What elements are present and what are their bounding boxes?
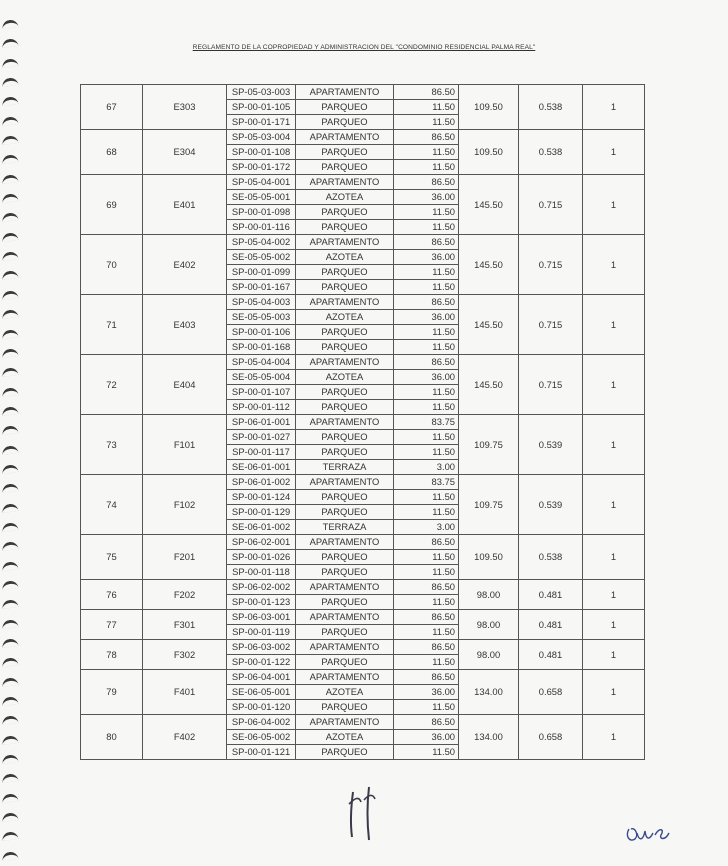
item-area: 11.50 <box>394 430 459 445</box>
binder-ring <box>2 773 19 783</box>
item-area: 11.50 <box>394 340 459 355</box>
item-type: PARQUEO <box>296 655 394 670</box>
item-type: PARQUEO <box>296 145 394 160</box>
item-code: SP-00-01-026 <box>227 550 296 565</box>
item-code: SP-06-02-002 <box>227 580 296 595</box>
unit-number: 76 <box>81 580 143 610</box>
unit-vote: 1 <box>583 670 645 715</box>
table-row <box>81 130 645 145</box>
item-type: APARTAMENTO <box>296 640 394 655</box>
item-area: 11.50 <box>394 445 459 460</box>
binder-ring <box>2 212 19 222</box>
unit-vote: 1 <box>583 580 645 610</box>
item-area: 11.50 <box>394 205 459 220</box>
item-code: SE-06-05-001 <box>227 685 296 700</box>
item-type: AZOTEA <box>296 310 394 325</box>
item-code: SP-05-04-003 <box>227 295 296 310</box>
unit-vote: 1 <box>583 610 645 640</box>
item-code: SP-05-03-003 <box>227 85 296 100</box>
unit-percentage: 0.539 <box>519 415 583 475</box>
item-code: SE-06-01-002 <box>227 520 296 535</box>
table-row <box>81 355 645 370</box>
binder-ring <box>2 657 19 667</box>
item-area: 3.00 <box>394 520 459 535</box>
item-code: SE-05-05-004 <box>227 370 296 385</box>
item-type: PARQUEO <box>296 550 394 565</box>
item-type: PARQUEO <box>296 325 394 340</box>
binder-ring <box>2 116 19 126</box>
item-type: PARQUEO <box>296 505 394 520</box>
item-code: SP-00-01-167 <box>227 280 296 295</box>
binder-ring <box>2 96 19 106</box>
binder-ring <box>2 270 19 280</box>
item-code: SP-00-01-098 <box>227 205 296 220</box>
item-area: 86.50 <box>394 130 459 145</box>
item-area: 3.00 <box>394 460 459 475</box>
unit-percentage: 0.658 <box>519 670 583 715</box>
binder-ring <box>2 348 19 358</box>
item-type: PARQUEO <box>296 280 394 295</box>
item-code: SP-00-01-108 <box>227 145 296 160</box>
item-area: 11.50 <box>394 220 459 235</box>
item-type: APARTAMENTO <box>296 670 394 685</box>
item-type: PARQUEO <box>296 100 394 115</box>
unit-number: 79 <box>81 670 143 715</box>
unit-id: F302 <box>143 640 227 670</box>
item-code: SP-05-04-002 <box>227 235 296 250</box>
binder-ring <box>2 251 19 261</box>
unit-percentage: 0.481 <box>519 580 583 610</box>
item-type: APARTAMENTO <box>296 715 394 730</box>
item-code: SP-06-03-001 <box>227 610 296 625</box>
item-area: 86.50 <box>394 610 459 625</box>
page-header: REGLAMENTO DE LA COPROPIEDAD Y ADMINISTRACION DEL "CONDOMINIO RESIDENCIAL PALMA REAL" <box>192 44 536 51</box>
item-area: 36.00 <box>394 370 459 385</box>
item-type: PARQUEO <box>296 220 394 235</box>
unit-vote: 1 <box>583 535 645 580</box>
unit-id: F102 <box>143 475 227 535</box>
table-row <box>81 415 645 430</box>
unit-total-area: 145.50 <box>459 235 519 295</box>
unit-id: E402 <box>143 235 227 295</box>
item-code: SP-06-04-002 <box>227 715 296 730</box>
unit-vote: 1 <box>583 715 645 760</box>
binder-ring <box>2 638 19 648</box>
unit-number: 73 <box>81 415 143 475</box>
binder-ring <box>2 290 19 300</box>
item-area: 83.75 <box>394 475 459 490</box>
unit-vote: 1 <box>583 475 645 535</box>
unit-table <box>80 84 645 760</box>
item-type: PARQUEO <box>296 745 394 760</box>
item-area: 36.00 <box>394 730 459 745</box>
item-area: 11.50 <box>394 505 459 520</box>
item-code: SP-05-03-004 <box>227 130 296 145</box>
unit-percentage: 0.481 <box>519 640 583 670</box>
binder-ring <box>2 328 19 338</box>
item-area: 11.50 <box>394 400 459 415</box>
item-code: SE-06-05-002 <box>227 730 296 745</box>
unit-vote: 1 <box>583 640 645 670</box>
item-code: SP-06-01-002 <box>227 475 296 490</box>
unit-total-area: 98.00 <box>459 610 519 640</box>
item-type: APARTAMENTO <box>296 235 394 250</box>
table-row <box>81 610 645 625</box>
binder-ring <box>2 77 19 87</box>
item-area: 36.00 <box>394 310 459 325</box>
item-code: SP-00-01-124 <box>227 490 296 505</box>
item-area: 86.50 <box>394 640 459 655</box>
table-row <box>81 175 645 190</box>
item-area: 11.50 <box>394 565 459 580</box>
item-area: 11.50 <box>394 160 459 175</box>
item-type: TERRAZA <box>296 460 394 475</box>
unit-percentage: 0.715 <box>519 295 583 355</box>
item-type: AZOTEA <box>296 370 394 385</box>
item-type: APARTAMENTO <box>296 535 394 550</box>
binder-ring <box>2 406 19 416</box>
table-row <box>81 640 645 655</box>
unit-id: F201 <box>143 535 227 580</box>
item-code: SP-00-01-116 <box>227 220 296 235</box>
item-area: 86.50 <box>394 175 459 190</box>
unit-vote: 1 <box>583 415 645 475</box>
item-type: AZOTEA <box>296 190 394 205</box>
binder-ring <box>2 696 19 706</box>
unit-percentage: 0.715 <box>519 355 583 415</box>
item-type: PARQUEO <box>296 400 394 415</box>
item-area: 83.75 <box>394 415 459 430</box>
unit-vote: 1 <box>583 175 645 235</box>
unit-total-area: 134.00 <box>459 670 519 715</box>
unit-number: 69 <box>81 175 143 235</box>
item-area: 86.50 <box>394 535 459 550</box>
item-area: 11.50 <box>394 100 459 115</box>
item-type: PARQUEO <box>296 385 394 400</box>
item-type: PARQUEO <box>296 490 394 505</box>
unit-number: 67 <box>81 85 143 130</box>
unit-percentage: 0.538 <box>519 535 583 580</box>
unit-percentage: 0.715 <box>519 235 583 295</box>
unit-number: 74 <box>81 475 143 535</box>
binder-ring <box>2 599 19 609</box>
binder-ring <box>2 483 19 493</box>
item-code: SP-00-01-105 <box>227 100 296 115</box>
item-code: SP-00-01-129 <box>227 505 296 520</box>
item-type: APARTAMENTO <box>296 355 394 370</box>
item-area: 11.50 <box>394 625 459 640</box>
unit-number: 72 <box>81 355 143 415</box>
binder-ring <box>2 19 19 29</box>
item-type: APARTAMENTO <box>296 610 394 625</box>
binder-ring <box>2 174 19 184</box>
item-code: SP-06-02-001 <box>227 535 296 550</box>
binder-ring <box>2 464 19 474</box>
unit-number: 78 <box>81 640 143 670</box>
unit-percentage: 0.539 <box>519 475 583 535</box>
table-row <box>81 580 645 595</box>
table-row <box>81 715 645 730</box>
item-type: PARQUEO <box>296 565 394 580</box>
binder-ring <box>2 793 19 803</box>
item-area: 11.50 <box>394 385 459 400</box>
item-area: 86.50 <box>394 235 459 250</box>
unit-vote: 1 <box>583 295 645 355</box>
binder-ring <box>2 425 19 435</box>
item-area: 11.50 <box>394 145 459 160</box>
item-code: SP-00-01-117 <box>227 445 296 460</box>
item-type: APARTAMENTO <box>296 130 394 145</box>
item-area: 86.50 <box>394 670 459 685</box>
unit-percentage: 0.538 <box>519 85 583 130</box>
item-code: SP-06-01-001 <box>227 415 296 430</box>
unit-number: 68 <box>81 130 143 175</box>
binder-ring <box>2 580 19 590</box>
item-type: PARQUEO <box>296 430 394 445</box>
item-type: AZOTEA <box>296 730 394 745</box>
unit-total-area: 109.50 <box>459 535 519 580</box>
table-row <box>81 475 645 490</box>
binder-ring <box>2 367 19 377</box>
item-code: SP-06-03-002 <box>227 640 296 655</box>
item-area: 11.50 <box>394 325 459 340</box>
item-area: 11.50 <box>394 115 459 130</box>
item-code: SP-00-01-123 <box>227 595 296 610</box>
item-type: PARQUEO <box>296 115 394 130</box>
item-type: PARQUEO <box>296 160 394 175</box>
item-code: SP-00-01-106 <box>227 325 296 340</box>
unit-id: F202 <box>143 580 227 610</box>
item-type: TERRAZA <box>296 520 394 535</box>
item-area: 36.00 <box>394 190 459 205</box>
item-code: SP-00-01-172 <box>227 160 296 175</box>
binder-ring <box>2 677 19 687</box>
unit-total-area: 109.75 <box>459 475 519 535</box>
unit-id: F101 <box>143 415 227 475</box>
unit-total-area: 145.50 <box>459 175 519 235</box>
binder-ring <box>2 754 19 764</box>
unit-vote: 1 <box>583 235 645 295</box>
unit-total-area: 109.75 <box>459 415 519 475</box>
unit-percentage: 0.481 <box>519 610 583 640</box>
handwritten-initials <box>623 815 673 845</box>
unit-total-area: 145.50 <box>459 295 519 355</box>
item-type: AZOTEA <box>296 685 394 700</box>
unit-number: 71 <box>81 295 143 355</box>
item-type: APARTAMENTO <box>296 295 394 310</box>
table-body <box>81 85 645 760</box>
unit-total-area: 98.00 <box>459 640 519 670</box>
binder-ring <box>2 154 19 164</box>
table-row <box>81 85 645 100</box>
item-code: SP-00-01-107 <box>227 385 296 400</box>
binder-ring <box>2 735 19 745</box>
item-code: SE-06-01-001 <box>227 460 296 475</box>
unit-percentage: 0.715 <box>519 175 583 235</box>
item-type: APARTAMENTO <box>296 580 394 595</box>
item-area: 11.50 <box>394 745 459 760</box>
unit-vote: 1 <box>583 355 645 415</box>
unit-percentage: 0.658 <box>519 715 583 760</box>
item-code: SE-05-05-001 <box>227 190 296 205</box>
binder-ring <box>2 812 19 822</box>
binder-ring <box>2 619 19 629</box>
item-code: SP-00-01-027 <box>227 430 296 445</box>
item-code: SP-05-04-001 <box>227 175 296 190</box>
unit-total-area: 109.50 <box>459 85 519 130</box>
binder-ring <box>2 309 19 319</box>
table-row <box>81 670 645 685</box>
item-area: 86.50 <box>394 355 459 370</box>
item-type: APARTAMENTO <box>296 175 394 190</box>
item-type: PARQUEO <box>296 265 394 280</box>
unit-number: 70 <box>81 235 143 295</box>
unit-number: 77 <box>81 610 143 640</box>
unit-id: E304 <box>143 130 227 175</box>
item-type: APARTAMENTO <box>296 415 394 430</box>
item-code: SP-00-01-119 <box>227 625 296 640</box>
unit-number: 80 <box>81 715 143 760</box>
binder-holes <box>2 20 24 860</box>
unit-id: E404 <box>143 355 227 415</box>
unit-id: E303 <box>143 85 227 130</box>
handwritten-signature <box>345 782 385 842</box>
item-code: SP-00-01-118 <box>227 565 296 580</box>
unit-vote: 1 <box>583 130 645 175</box>
item-code: SP-05-04-004 <box>227 355 296 370</box>
binder-ring <box>2 831 19 841</box>
item-area: 11.50 <box>394 700 459 715</box>
item-code: SP-00-01-099 <box>227 265 296 280</box>
item-code: SE-05-05-002 <box>227 250 296 265</box>
item-type: APARTAMENTO <box>296 475 394 490</box>
binder-ring <box>2 444 19 454</box>
item-area: 11.50 <box>394 265 459 280</box>
unit-id: F301 <box>143 610 227 640</box>
binder-ring <box>2 386 19 396</box>
unit-id: E401 <box>143 175 227 235</box>
item-type: PARQUEO <box>296 625 394 640</box>
item-area: 11.50 <box>394 655 459 670</box>
unit-total-area: 145.50 <box>459 355 519 415</box>
unit-vote: 1 <box>583 85 645 130</box>
item-area: 36.00 <box>394 685 459 700</box>
item-area: 11.50 <box>394 490 459 505</box>
unit-id: F401 <box>143 670 227 715</box>
item-type: PARQUEO <box>296 595 394 610</box>
unit-total-area: 109.50 <box>459 130 519 175</box>
binder-ring <box>2 232 19 242</box>
unit-percentage: 0.538 <box>519 130 583 175</box>
item-area: 86.50 <box>394 85 459 100</box>
unit-id: F402 <box>143 715 227 760</box>
item-area: 86.50 <box>394 580 459 595</box>
item-area: 11.50 <box>394 595 459 610</box>
item-code: SP-00-01-171 <box>227 115 296 130</box>
binder-ring <box>2 851 19 861</box>
item-type: PARQUEO <box>296 445 394 460</box>
item-code: SP-00-01-168 <box>227 340 296 355</box>
table-row <box>81 535 645 550</box>
binder-ring <box>2 58 19 68</box>
binder-ring <box>2 503 19 513</box>
item-type: PARQUEO <box>296 340 394 355</box>
unit-id: E403 <box>143 295 227 355</box>
item-area: 11.50 <box>394 280 459 295</box>
binder-ring <box>2 522 19 532</box>
item-area: 86.50 <box>394 715 459 730</box>
table-row <box>81 235 645 250</box>
unit-total-area: 134.00 <box>459 715 519 760</box>
item-code: SE-05-05-003 <box>227 310 296 325</box>
item-code: SP-00-01-120 <box>227 700 296 715</box>
item-type: PARQUEO <box>296 700 394 715</box>
binder-ring <box>2 541 19 551</box>
item-code: SP-00-01-112 <box>227 400 296 415</box>
binder-ring <box>2 561 19 571</box>
item-type: APARTAMENTO <box>296 85 394 100</box>
item-code: SP-00-01-122 <box>227 655 296 670</box>
unit-total-area: 98.00 <box>459 580 519 610</box>
item-code: SP-00-01-121 <box>227 745 296 760</box>
binder-ring <box>2 135 19 145</box>
item-area: 11.50 <box>394 550 459 565</box>
item-type: AZOTEA <box>296 250 394 265</box>
table-row <box>81 295 645 310</box>
unit-number: 75 <box>81 535 143 580</box>
item-type: PARQUEO <box>296 205 394 220</box>
binder-ring <box>2 715 19 725</box>
item-code: SP-06-04-001 <box>227 670 296 685</box>
item-area: 86.50 <box>394 295 459 310</box>
binder-ring <box>2 193 19 203</box>
item-area: 36.00 <box>394 250 459 265</box>
